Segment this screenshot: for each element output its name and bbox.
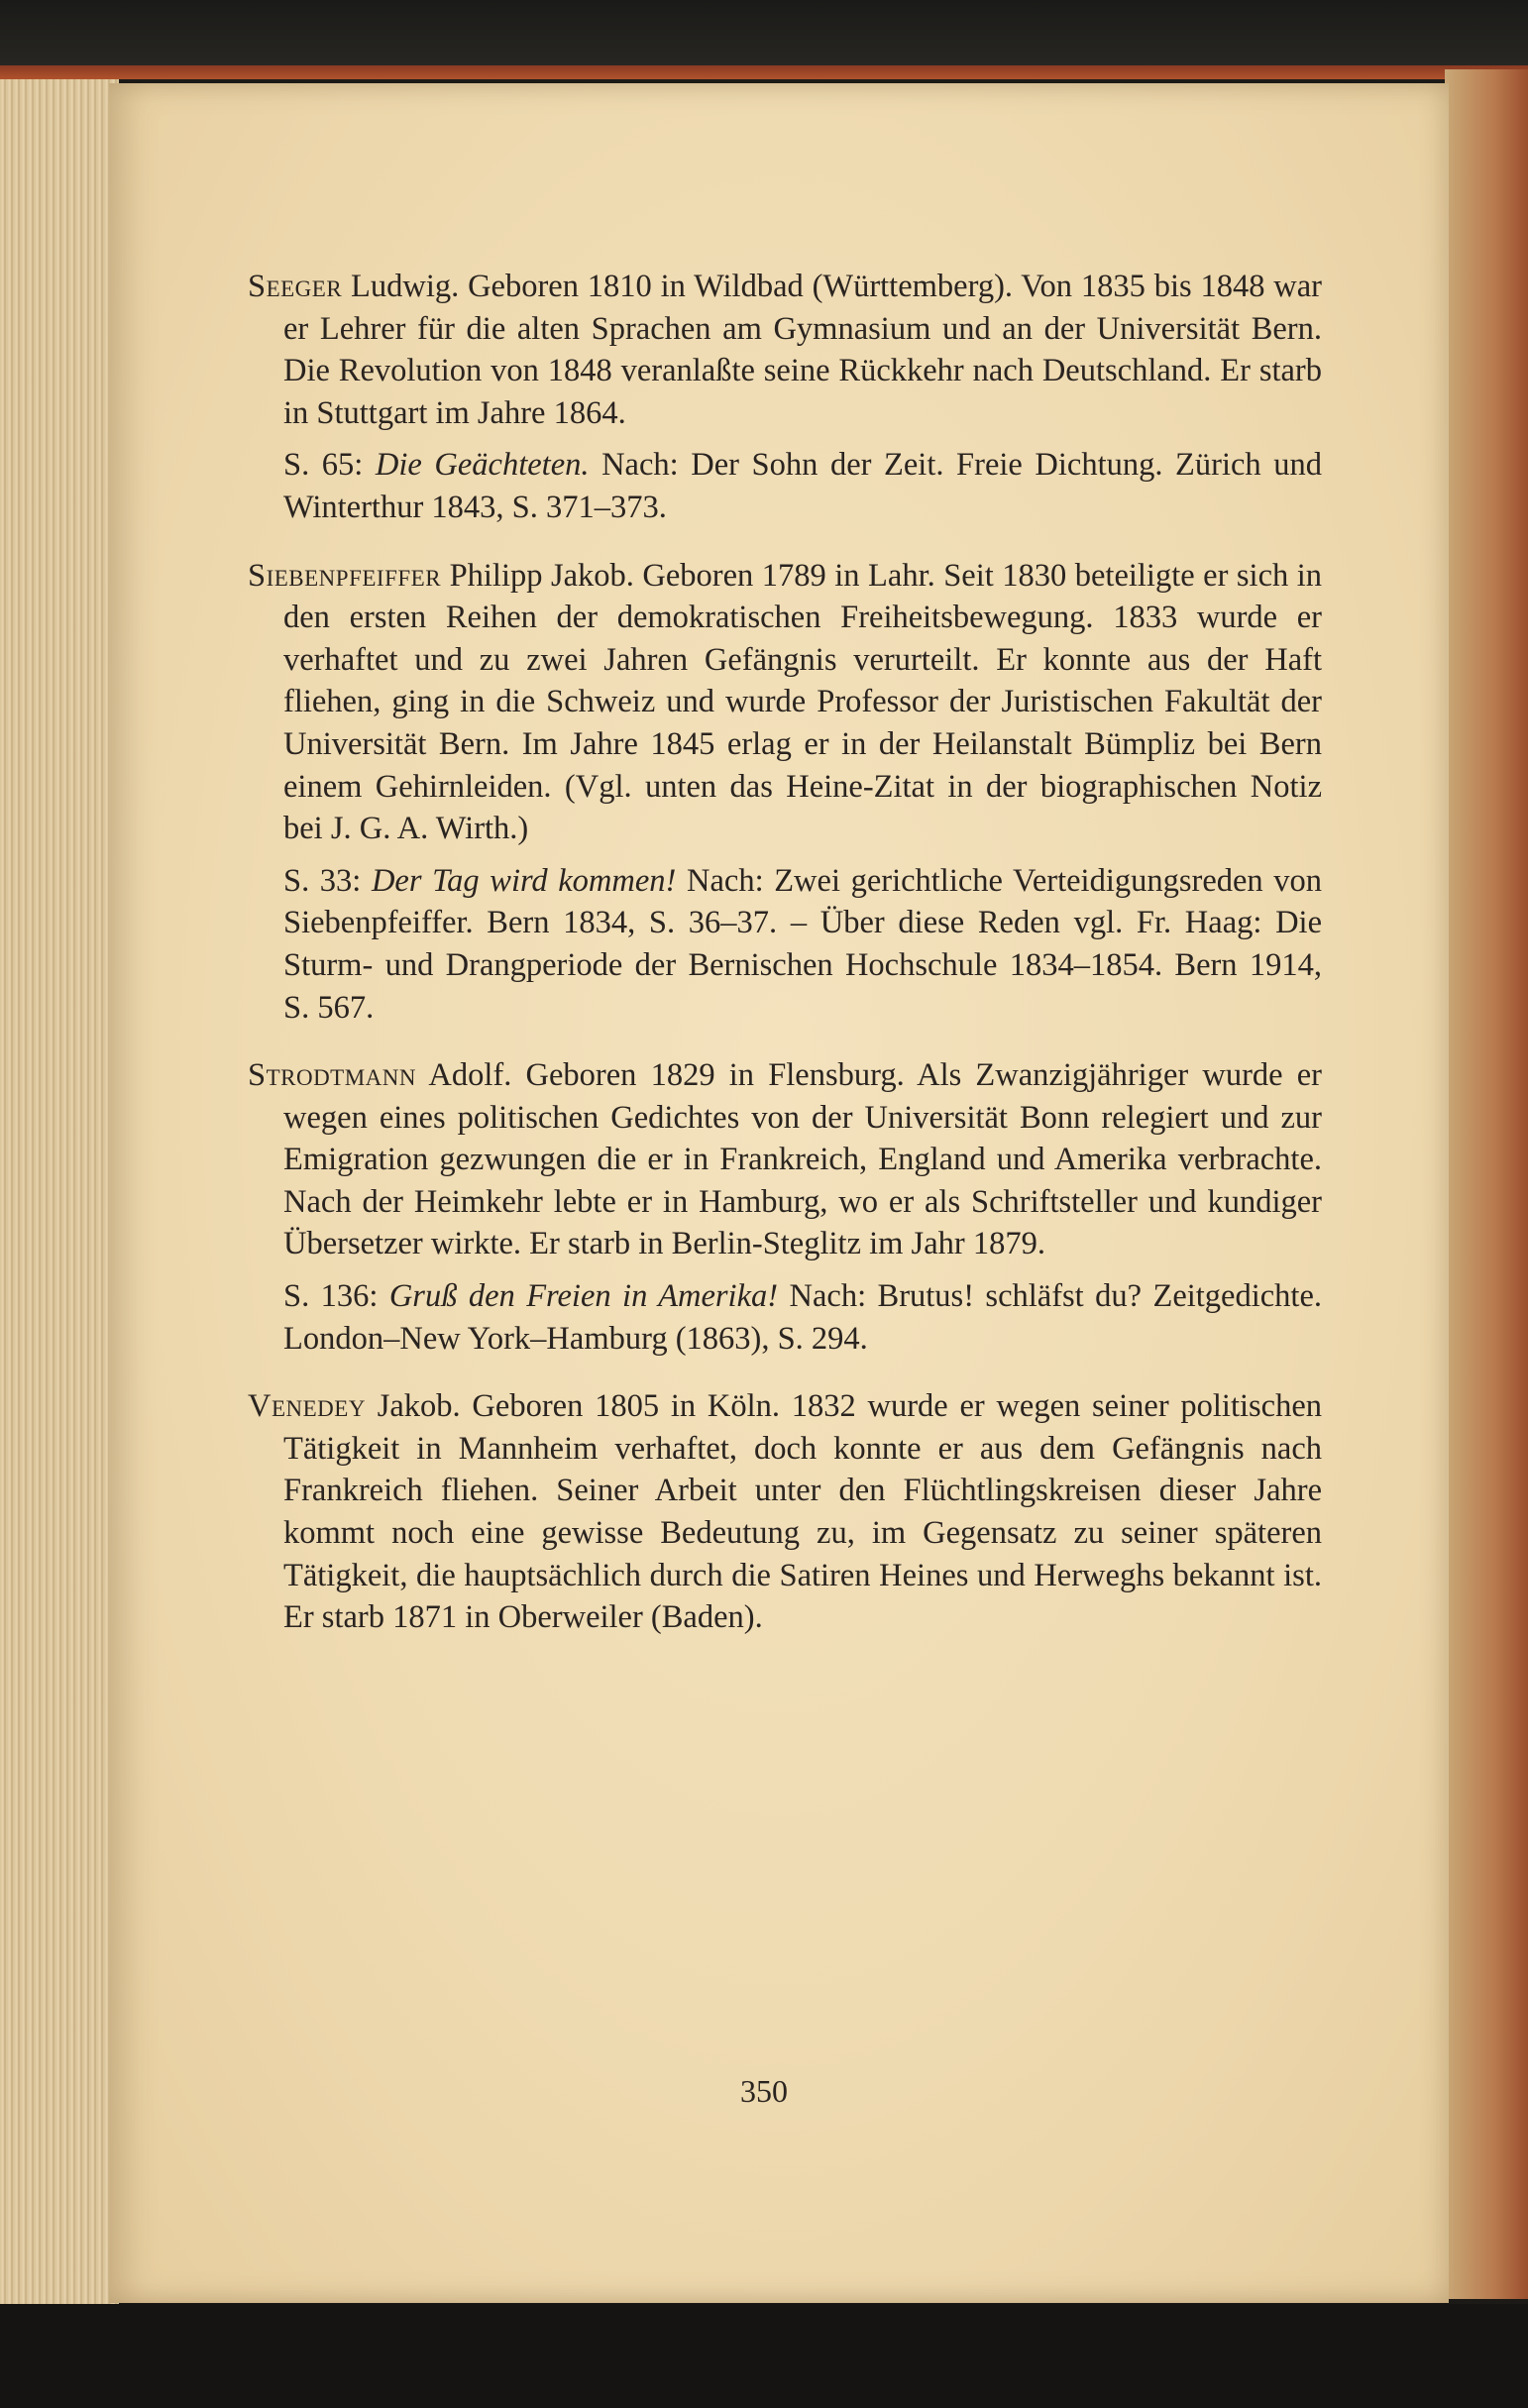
biographical-notes: [248, 266, 1322, 1661]
book-cover-edge: [0, 65, 1528, 79]
entry-bio-text: Adolf. Geboren 1829 in Flensburg. Als Zwanzigjähriger wurde er wegen eines politischen Gedichtes von der Universität Bonn relegiert und zur Emigration gezwungen die er in Frankreich, England und Amerika verbrachte. Nach der Heimkehr lebte er in Hamburg, wo er als Schriftsteller und kundiger Übersetzer wirkte. Er starb in Berlin-Steglitz im Jahr 1879.: [283, 1057, 1322, 1262]
entry-name: Siebenpfeiffer: [248, 557, 442, 594]
entry-name: Venedey: [248, 1388, 366, 1425]
source-page: S. 65:: [283, 447, 364, 484]
entry-source: [248, 860, 1322, 1029]
entry-source: [248, 1275, 1322, 1360]
source-title: Der Tag wird kommen!: [371, 862, 677, 899]
page-stack-edge: [0, 79, 119, 2309]
source-title: Gruß den Freien in Amerika!: [388, 1278, 779, 1315]
source-reference: Nach: Der Sohn der Zeit. Freie Dichtung. Zürich und Winterthur 1843, S. 371–373.: [283, 447, 1323, 525]
entry-bio: [248, 266, 1322, 434]
entry-venedey: [248, 1385, 1322, 1639]
book-cover-right: [1445, 69, 1528, 2299]
entry-source: [248, 444, 1322, 528]
entry-bio: [248, 1054, 1322, 1265]
entry-name: Strodtmann: [248, 1057, 417, 1094]
source-page: S. 136:: [283, 1278, 379, 1315]
entry-strodtmann: [248, 1054, 1322, 1360]
entry-bio-text: Jakob. Geboren 1805 in Köln. 1832 wurde er wegen seiner politischen Tätigkeit in Mannheim verhaftet, doch konnte er aus dem Gefängnis nach Frankreich fliehen. Seiner Arbeit unter den Flüchtlingskreisen dieser Jahre kommt noch eine gewisse Bedeutung zu, im Gegensatz zu seiner späteren Tätigkeit, die hauptsächlich durch die Satiren Heines und Herweghs bekannt ist. Er starb 1871 in Oberweiler (Baden).: [283, 1388, 1323, 1636]
entry-name: Seeger: [248, 269, 343, 304]
source-title: Die Geächteten.: [375, 447, 590, 484]
entry-bio-text: Philipp Jakob. Geboren 1789 in Lahr. Seit 1830 beteiligte er sich in den ersten Reihen der demokratischen Freiheitsbewegung. 1833 wurde er verhaftet und zu zwei Jahren Gefängnis verurteilt. Er konnte aus der Haft fliehen, ging in die Schweiz und wurde Professor der Juristischen Fakultät der Universität Bern. Im Jahre 1845 erlag er in der Heilanstalt Bümpliz bei Bern einem Gehirnleiden. (Vgl. unten das Heine-Zitat in der biographischen Notiz bei J. G. A. Wirth.): [283, 557, 1323, 847]
entry-bio-text: Ludwig. Geboren 1810 in Wildbad (Württemberg). Von 1835 bis 1848 war er Lehrer für die alten Sprachen am Gymnasium und an der Universität Bern. Die Revolution von 1848 veranlaßte seine Rückkehr nach Deutschland. Er starb in Stuttgart im Jahre 1864.: [283, 269, 1322, 431]
entry-seeger: [248, 266, 1322, 529]
entry-bio: [248, 1385, 1322, 1639]
entry-siebenpfeiffer: [248, 555, 1322, 1030]
entry-bio: [248, 555, 1322, 850]
page-number: 350: [740, 2073, 788, 2109]
source-reference: Nach: Brutus! schläfst du? Zeitgedichte. London–New York–Hamburg (1863), S. 294.: [283, 1278, 1323, 1357]
scan-background-bottom: [0, 2304, 1528, 2408]
source-page: S. 33:: [283, 862, 362, 899]
source-reference: Nach: Zwei gerichtliche Verteidigungsreden von Siebenpfeiffer. Bern 1834, S. 36–37. – Über diese Reden vgl. Fr. Haag: Die Sturm- und Drangperiode der Bernischen Hochschule 1834–1854. Bern 1914, S. 567.: [283, 862, 1323, 1026]
